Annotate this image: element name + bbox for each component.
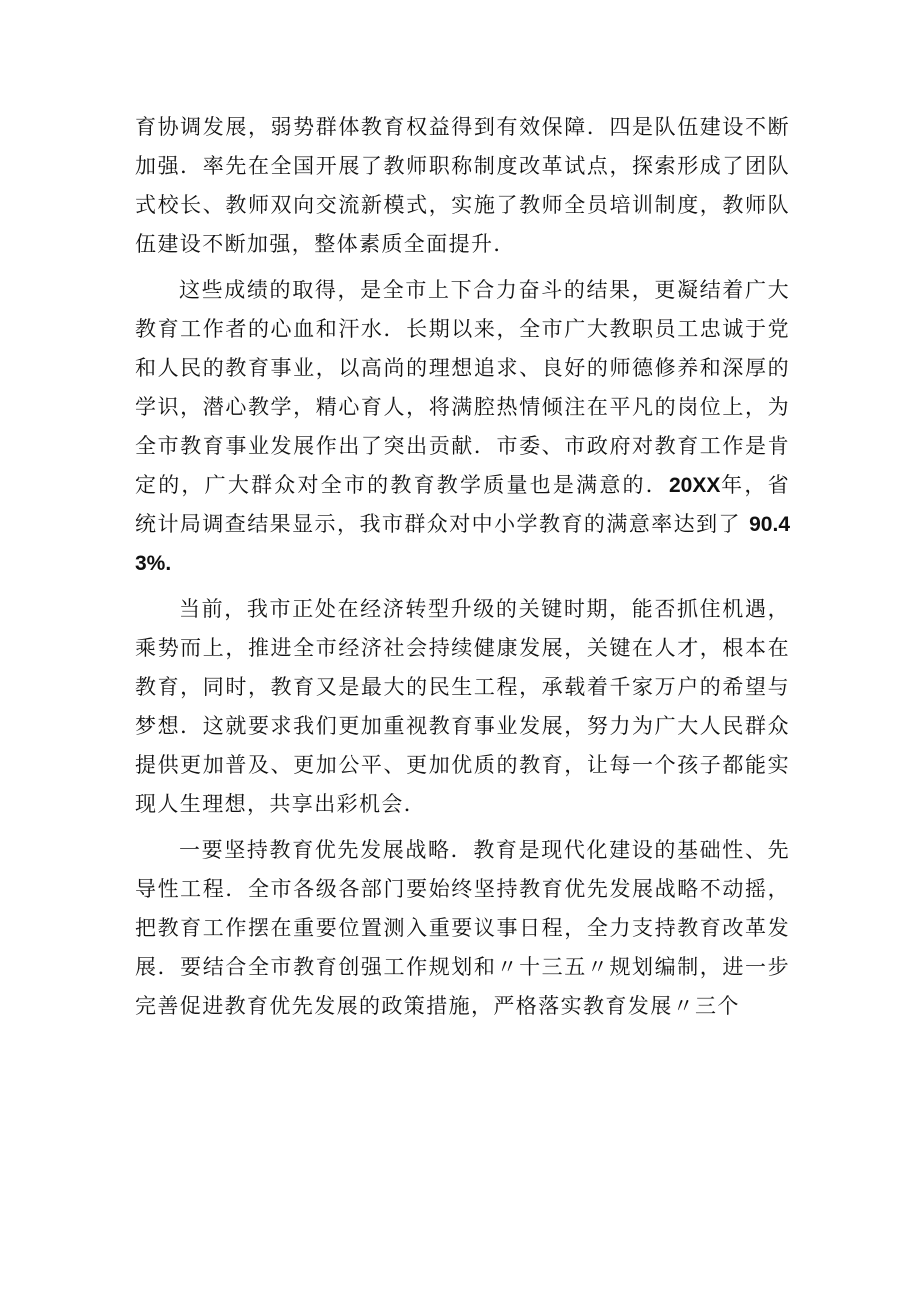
paragraph-2 — [135, 271, 790, 583]
paragraph-1 — [135, 108, 790, 264]
paragraph-3 — [135, 590, 790, 824]
year-value: 20XX — [668, 474, 721, 497]
paragraph-4-text: 一要坚持教育优先发展战略．教育是现代化建设的基础性、先导性工程．全市各级各部门要始终坚持教育优先发展战略不动摇，把教育工作摆在重要位置测入重要议事日程，全力支持教育改革发展．要结合全市教育创强工作规划和〃十三五〃规划编制，进一步完善促进教育优先发展的政策措施，严格落实教育发展〃三个 — [135, 838, 790, 1018]
paragraph-1-text: 育协调发展，弱势群体教育权益得到有效保障．四是队伍建设不断加强．率先在全国开展了教师职称制度改革试点，探索形成了团队式校长、教师双向交流新模式，实施了教师全员培训制度，教师队伍建设不断加强，整体素质全面提升． — [135, 115, 790, 256]
paragraph-3-text: 当前，我市正处在经济转型升级的关键时期，能否抓住机遇，乘势而上，推进全市经济社会持续健康发展，关键在人才，根本在教育，同时，教育又是最大的民生工程，承载着千家万户的希望与梦想．这就要求我们更加重视教育事业发展，努力为广大人民群众提供更加普及、更加公平、更加优质的教育，让每一个孩子都能实现人生理想，共享出彩机会． — [135, 597, 790, 816]
paragraph-2-text-a: 这些成绩的取得，是全市上下合力奋斗的结果，更凝结着广大教育工作者的心血和汗水．长期以来，全市广大教职员工忠诚于党和人民的教育事业，以高尚的理想追求、良好的师德修养和深厚的学识，潜心教学，精心育人，将满腔热情倾注在平凡的岗位上，为全市教育事业发展作出了突出贡献．市委、市政府对教育工作是肯定的，广大群众对全市的教育教学质量也是满意的． — [135, 278, 790, 497]
paragraph-4 — [135, 831, 790, 1026]
paragraph-2-text-b: 年，省统计局调查结果显示，我市群众对中小学教育的满意率达到了 — [135, 473, 790, 536]
satisfaction-rate-value: 90.43%. — [135, 513, 790, 575]
document-body — [135, 108, 790, 1026]
